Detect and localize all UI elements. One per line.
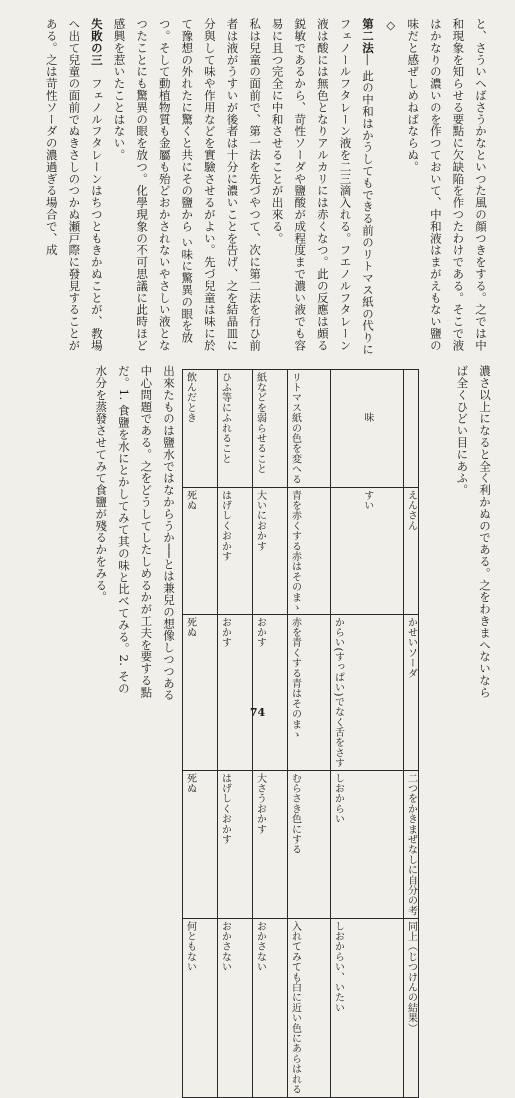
table-cell-r5-c4: 何ともない [183, 919, 218, 1097]
comparison-table [182, 369, 419, 1098]
table-cell-r4-label: ひふ等にふれること [218, 370, 253, 488]
method-2-body: ― 此の中和はかうしてもできる前のリトマス紙の代りにフェノールフタレーン液を二三滴入れる。フエノルフタレーン液は酸には無色となりアルカリには赤くなつ。此の反應は頗る鋭敏であるから、苛性ソーダや鹽酸が成程度まで濃い液でも容易に且つ完全に中和させることが出來る。 [270, 18, 376, 356]
table-cell-r2-c3: むらさき色にする [288, 771, 331, 919]
table-header-naoh: かせいソーダ [404, 615, 419, 771]
table-cell-r4-c3: はげしくおかす [218, 771, 253, 919]
table-cell-r2-c4: 入れてみても白に近い色にあらはれる [288, 919, 331, 1097]
paragraph-3: 私は兒童の面前で、第一法を先づやつて、次に第二法を行ひ前者は液がうすいが後者は十分に濃いことを告げ、之を結晶皿に分與して味や作用などを實驗させるがよい。先づ兒童は味に於て豫想の外れたに驚くと共にその鹽から い味に驚異の眼を放つ。そして動植物質も金屬も殆どおかされないやさしい液となつたことにも驚異の眼を放つ。化學現象の不可思議に此時ほど感興を惹いたことはない。 [112, 18, 263, 352]
table-cell-r1-c4: しおからい、いたい [331, 919, 404, 1097]
method-2-heading: 第二法 [361, 18, 376, 54]
table-header-mix: 二つをかきまぜなしに自分の考 [404, 771, 419, 919]
section-diamond-icon: ◇ [383, 18, 398, 33]
lower-paragraph: 出來たものは鹽水ではなからうか──とは兼兒の想像しつつある中心問題である。之をどうしてしたしめるかが工夫を要する點だ。1. 食鹽を水にとかしてみて其の味と比べてみる。2. その水分を蒸發させてみて食鹽が殘るかをみる。 [94, 365, 176, 701]
intro-paragraph: 濃さ以上になると全く利かぬのである。之をわきまへないならば全くひどい目にあふ。 [455, 365, 492, 699]
table-cell-r5-c1: 死ぬ [183, 488, 218, 615]
upper-body-text [44, 18, 492, 360]
table-cell-r3-c3: 大さうおかす [253, 771, 288, 919]
table-header-hcl: えんさん [404, 488, 419, 615]
failure-3-body: フェノルフタレーンはちつともきかぬことが、教場へ出て兒童の面前でぬきさしのつかぬ瀬戸際に發見することがある。之は苛性ソーダの濃過ぎる場合で、成 [44, 18, 104, 352]
table-cell-r1-c2: からい(すっぱい)でなく舌をさす [331, 615, 404, 771]
table-cell-r5-c2: 死ぬ [183, 615, 218, 771]
table-cell-r2-c2: 赤を青くする青はそのまゝ [288, 615, 331, 771]
table-cell-r5-label: 飲んだとき [183, 370, 218, 488]
table-cell-r3-c4: おかさない [253, 919, 288, 1097]
table-corner [404, 370, 419, 488]
paragraph-1: と、さういへばさうかなといつた風の顔つきをする。之では中和現象を知らせる要點に欠缺陥を作つたわけである。そこで液はかなりの濃いのを作つておいて、中和液はまがえもない鹽の味だと感ぜしめねばならぬ。 [406, 18, 488, 352]
table-cell-r4-c2: おかす [218, 615, 253, 771]
table-cell-r1-c1: すい [331, 488, 404, 615]
table-cell-r3-c1: 大いにおかす [253, 488, 288, 615]
table-cell-r3-c2: おかす [253, 615, 288, 771]
table-cell-r1-label: 味 [331, 370, 404, 488]
table-cell-r4-c4: おかさない [218, 919, 253, 1097]
table-cell-r2-c1: 青を赤くする赤はそのまゝ [288, 488, 331, 615]
table-intro-text [412, 365, 496, 705]
lower-body-text [50, 365, 180, 705]
table-header-result: 同上（じつけんの結果） [404, 919, 419, 1097]
page-number: 74 [249, 706, 266, 719]
failure-3-heading: 失敗の三 [89, 18, 104, 66]
table-cell-r1-c3: しおからい [331, 771, 404, 919]
table-cell-r3-label: 紙などを弱らせること [253, 370, 288, 488]
table-cell-r2-label: リトマス紙の色を変へる [288, 370, 331, 488]
table-cell-r5-c3: 死ぬ [183, 771, 218, 919]
table-cell-r4-c1: はげしくおかす [218, 488, 253, 615]
